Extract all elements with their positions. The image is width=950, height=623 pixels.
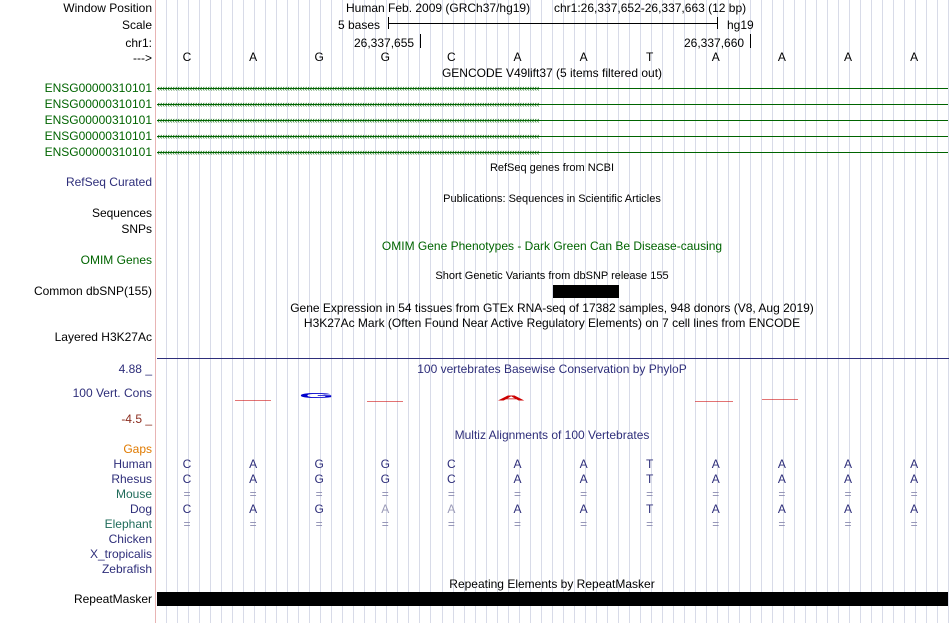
sequence-base: A xyxy=(843,50,853,64)
dbsnp-track-title[interactable]: Short Genetic Variants from dbSNP release 155 xyxy=(435,270,669,282)
gaps-label[interactable]: Gaps xyxy=(123,442,152,456)
alignment-base: A xyxy=(513,502,522,516)
sequence-base: A xyxy=(249,50,258,64)
alignment-base: T xyxy=(646,457,654,471)
gtex-track-title[interactable]: Gene Expression in 54 tissues from GTEx RNA-seq of 17382 samples, 948 donors (V8, Aug 2019) xyxy=(290,301,814,315)
label-separator xyxy=(155,0,156,623)
sequence-base: A xyxy=(513,50,522,64)
alignment-base: C xyxy=(447,472,456,486)
alignment-base: A xyxy=(249,457,258,471)
scale-label: Scale xyxy=(121,18,152,32)
alignment-base: = xyxy=(513,517,522,531)
refseq-curated-label[interactable]: RefSeq Curated xyxy=(65,175,152,189)
conservation-min-label: -4.5 _ xyxy=(121,412,152,426)
position-readout: chr1:26,337,652-26,337,663 (12 bp) xyxy=(554,1,747,15)
alignment-base: A xyxy=(513,472,522,486)
alignment-base: = xyxy=(447,517,455,531)
alignment-base: = xyxy=(778,487,786,501)
alignment-base: = xyxy=(315,517,323,531)
gencode-strand-arrows: ‹‹‹‹‹‹‹‹‹‹‹‹‹‹‹‹‹‹‹‹‹‹‹‹‹‹‹‹‹‹‹‹‹‹‹‹‹‹‹‹‹‹‹‹‹‹‹‹‹‹‹‹‹‹‹‹‹‹‹‹‹‹‹‹‹‹‹‹‹‹‹‹‹‹‹‹‹‹‹‹‹‹‹‹‹‹‹‹‹‹‹‹‹‹‹‹‹‹‹‹‹‹‹‹‹‹‹‹‹‹‹‹‹‹‹‹‹‹‹‹‹‹‹‹‹‹‹‹‹‹‹‹‹‹‹‹‹‹‹‹‹‹‹‹‹‹‹‹‹‹‹‹‹ xyxy=(157,115,540,125)
alignment-base: C xyxy=(182,472,192,486)
alignment-base: = xyxy=(183,487,191,501)
scale-bar-right-tick xyxy=(717,17,718,29)
alignment-base: = xyxy=(580,517,588,531)
species-label[interactable]: Dog xyxy=(129,502,152,516)
assembly-name: Human Feb. 2009 (GRCh37/hg19) xyxy=(346,1,531,15)
alignment-base: = xyxy=(778,517,786,531)
refseq-track-title[interactable]: RefSeq genes from NCBI xyxy=(489,162,615,174)
common-dbsnp-label[interactable]: Common dbSNP(155) xyxy=(33,284,152,298)
scale-bar xyxy=(388,23,718,24)
conservation-g-logo: G xyxy=(299,391,335,400)
alignment-base: = xyxy=(447,487,455,501)
alignment-base: A xyxy=(843,457,853,471)
alignment-base: A xyxy=(249,472,258,486)
species-label[interactable]: Human xyxy=(113,457,152,471)
layered-h3k27ac-label[interactable]: Layered H3K27Ac xyxy=(54,330,152,344)
alignment-base: = xyxy=(844,487,852,501)
gencode-gene-label[interactable]: ENSG00000310101 xyxy=(44,81,152,95)
alignment-base: C xyxy=(447,457,456,471)
alignment-base: A xyxy=(513,457,522,471)
alignment-base: G xyxy=(314,502,324,516)
alignment-base: = xyxy=(315,487,323,501)
alignment-base: = xyxy=(646,487,654,501)
conservation-track-title[interactable]: 100 vertebrates Basewise Conservation by PhyloP xyxy=(417,362,687,376)
alignment-base: A xyxy=(711,472,720,486)
omim-genes-label[interactable]: OMIM Genes xyxy=(80,253,152,267)
conservation-a-logo: A xyxy=(497,394,526,403)
conservation-neg-mark xyxy=(762,399,798,400)
alignment-base: = xyxy=(712,517,720,531)
gencode-gene-label[interactable]: ENSG00000310101 xyxy=(44,145,152,159)
grid-line xyxy=(948,0,949,623)
alignment-base: A xyxy=(910,472,919,486)
alignment-base: A xyxy=(249,502,258,516)
alignment-base: G xyxy=(380,457,390,471)
repeatmasker-label[interactable]: RepeatMasker xyxy=(73,592,152,606)
alignment-base: A xyxy=(381,502,390,516)
coord-right: 26,337,660 xyxy=(684,36,745,50)
alignment-base: A xyxy=(777,502,786,516)
alignment-base: A xyxy=(910,502,919,516)
alignment-base: = xyxy=(381,487,389,501)
species-label[interactable]: Rhesus xyxy=(111,472,152,486)
alignment-base: = xyxy=(712,487,720,501)
alignment-base: G xyxy=(380,472,390,486)
alignment-base: = xyxy=(580,487,588,501)
alignment-base: = xyxy=(910,487,918,501)
alignment-base: = xyxy=(183,517,191,531)
alignment-base: C xyxy=(182,502,192,516)
scale-text: 5 bases xyxy=(338,18,381,32)
alignment-base: = xyxy=(249,517,257,531)
conservation-neg-mark xyxy=(695,401,733,402)
alignment-base: A xyxy=(579,457,588,471)
coord-right-tick xyxy=(750,34,751,48)
alignment-base: = xyxy=(249,487,257,501)
sequence-base: A xyxy=(910,50,919,64)
snps-label[interactable]: SNPs xyxy=(121,222,152,236)
conservation-max-label: 4.88 _ xyxy=(118,362,152,376)
sequence-base: A xyxy=(777,50,786,64)
alignment-base: A xyxy=(711,457,720,471)
species-label[interactable]: X_tropicalis xyxy=(89,547,152,561)
alignment-base: C xyxy=(182,457,192,471)
sequences-label[interactable]: Sequences xyxy=(91,206,152,220)
alignment-base: A xyxy=(447,502,456,516)
alignment-base: = xyxy=(910,517,918,531)
window-position-label: Window Position xyxy=(63,1,152,15)
alignment-base: A xyxy=(910,457,919,471)
sequence-base: A xyxy=(711,50,720,64)
sequence-base: C xyxy=(447,50,456,64)
alignment-base: = xyxy=(646,517,654,531)
publications-track-title[interactable]: Publications: Sequences in Scientific Articles xyxy=(443,193,661,205)
alignment-base: A xyxy=(579,472,588,486)
sequence-base: T xyxy=(646,50,654,64)
alignment-base: G xyxy=(314,457,324,471)
alignment-base: G xyxy=(314,472,324,486)
species-label[interactable]: Elephant xyxy=(104,517,152,531)
alignment-base: A xyxy=(777,457,786,471)
scale-db: hg19 xyxy=(727,18,754,32)
gencode-gene-label[interactable]: ENSG00000310101 xyxy=(44,129,152,143)
coord-left: 26,337,655 xyxy=(354,36,415,50)
sequence-base: A xyxy=(579,50,588,64)
gencode-gene-label[interactable]: ENSG00000310101 xyxy=(44,97,152,111)
alignment-base: A xyxy=(711,502,720,516)
alignment-base: A xyxy=(579,502,588,516)
alignment-base: A xyxy=(843,502,853,516)
alignment-base: A xyxy=(777,472,786,486)
alignment-base: A xyxy=(843,472,853,486)
conservation-top-rule xyxy=(157,358,949,359)
gencode-strand-arrows: ‹‹‹‹‹‹‹‹‹‹‹‹‹‹‹‹‹‹‹‹‹‹‹‹‹‹‹‹‹‹‹‹‹‹‹‹‹‹‹‹‹‹‹‹‹‹‹‹‹‹‹‹‹‹‹‹‹‹‹‹‹‹‹‹‹‹‹‹‹‹‹‹‹‹‹‹‹‹‹‹‹‹‹‹‹‹‹‹‹‹‹‹‹‹‹‹‹‹‹‹‹‹‹‹‹‹‹‹‹‹‹‹‹‹‹‹‹‹‹‹‹‹‹‹‹‹‹‹‹‹‹‹‹‹‹‹‹‹‹‹‹‹‹‹‹‹‹‹‹‹‹‹‹ xyxy=(157,131,540,141)
alignment-base: T xyxy=(646,472,654,486)
sequence-base: G xyxy=(314,50,324,64)
sequence-base: C xyxy=(182,50,192,64)
species-label[interactable]: Zebrafish xyxy=(101,562,152,576)
omim-track-title[interactable]: OMIM Gene Phenotypes - Dark Green Can Be Disease-causing xyxy=(381,239,723,253)
gencode-track-title[interactable]: GENCODE V49lift37 (5 items filtered out) xyxy=(441,66,663,80)
chrom-label: chr1: xyxy=(125,36,152,50)
species-label[interactable]: Mouse xyxy=(115,487,152,501)
sequence-base: G xyxy=(380,50,390,64)
gencode-gene-label[interactable]: ENSG00000310101 xyxy=(44,113,152,127)
alignment-base: = xyxy=(844,517,852,531)
alignment-base: = xyxy=(513,487,522,501)
conservation-neg-mark xyxy=(235,400,271,401)
alignment-base: = xyxy=(381,517,389,531)
species-label[interactable]: Chicken xyxy=(108,532,152,546)
repeatmasker-track-title[interactable]: Repeating Elements by RepeatMasker xyxy=(449,577,655,591)
dbsnp-variant-block[interactable] xyxy=(553,285,619,298)
h3k27ac-track-title[interactable]: H3K27Ac Mark (Often Found Near Active Regulatory Elements) on 7 cell lines from ENCODE xyxy=(303,316,801,330)
multiz-track-title[interactable]: Multiz Alignments of 100 Vertebrates xyxy=(454,428,650,442)
gencode-strand-arrows: ‹‹‹‹‹‹‹‹‹‹‹‹‹‹‹‹‹‹‹‹‹‹‹‹‹‹‹‹‹‹‹‹‹‹‹‹‹‹‹‹‹‹‹‹‹‹‹‹‹‹‹‹‹‹‹‹‹‹‹‹‹‹‹‹‹‹‹‹‹‹‹‹‹‹‹‹‹‹‹‹‹‹‹‹‹‹‹‹‹‹‹‹‹‹‹‹‹‹‹‹‹‹‹‹‹‹‹‹‹‹‹‹‹‹‹‹‹‹‹‹‹‹‹‹‹‹‹‹‹‹‹‹‹‹‹‹‹‹‹‹‹‹‹‹‹‹‹‹‹‹‹‹‹ xyxy=(157,83,540,93)
repeatmasker-block[interactable] xyxy=(157,592,948,606)
gencode-strand-arrows: ‹‹‹‹‹‹‹‹‹‹‹‹‹‹‹‹‹‹‹‹‹‹‹‹‹‹‹‹‹‹‹‹‹‹‹‹‹‹‹‹‹‹‹‹‹‹‹‹‹‹‹‹‹‹‹‹‹‹‹‹‹‹‹‹‹‹‹‹‹‹‹‹‹‹‹‹‹‹‹‹‹‹‹‹‹‹‹‹‹‹‹‹‹‹‹‹‹‹‹‹‹‹‹‹‹‹‹‹‹‹‹‹‹‹‹‹‹‹‹‹‹‹‹‹‹‹‹‹‹‹‹‹‹‹‹‹‹‹‹‹‹‹‹‹‹‹‹‹‹‹‹‹‹ xyxy=(157,99,540,109)
coord-left-tick xyxy=(420,34,421,48)
gencode-strand-arrows: ‹‹‹‹‹‹‹‹‹‹‹‹‹‹‹‹‹‹‹‹‹‹‹‹‹‹‹‹‹‹‹‹‹‹‹‹‹‹‹‹‹‹‹‹‹‹‹‹‹‹‹‹‹‹‹‹‹‹‹‹‹‹‹‹‹‹‹‹‹‹‹‹‹‹‹‹‹‹‹‹‹‹‹‹‹‹‹‹‹‹‹‹‹‹‹‹‹‹‹‹‹‹‹‹‹‹‹‹‹‹‹‹‹‹‹‹‹‹‹‹‹‹‹‹‹‹‹‹‹‹‹‹‹‹‹‹‹‹‹‹‹‹‹‹‹‹‹‹‹‹‹‹‹ xyxy=(157,147,540,157)
conservation-neg-mark xyxy=(367,401,403,402)
strand-arrow-label: ---> xyxy=(133,51,152,65)
alignment-base: T xyxy=(646,502,654,516)
conservation-label[interactable]: 100 Vert. Cons xyxy=(72,386,152,400)
